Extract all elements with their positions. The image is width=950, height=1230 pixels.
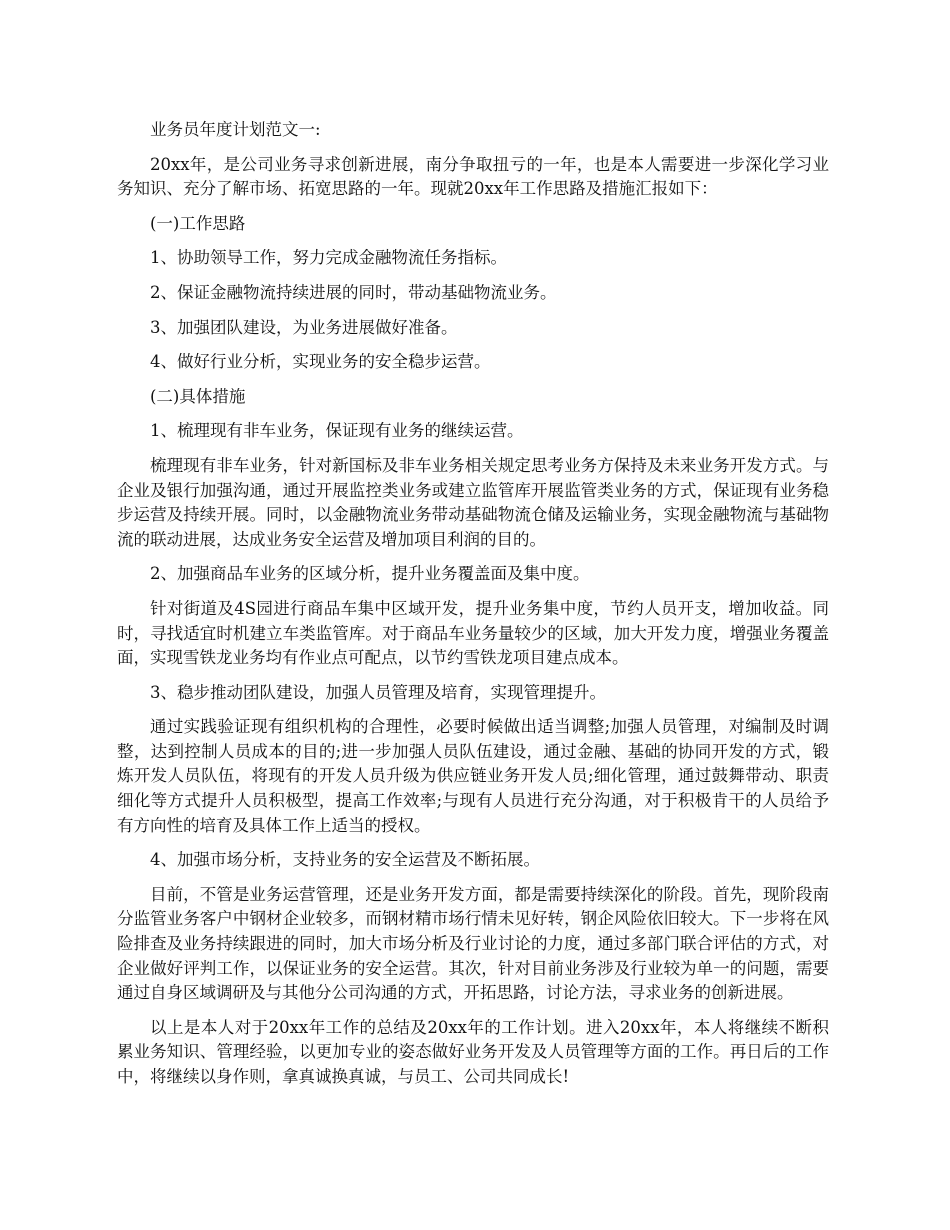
measure-heading-3: 3、稳步推动团队建设，加强人员管理及培育，实现管理提升。 bbox=[150, 682, 606, 702]
section-heading-measures: (二)具体措施 bbox=[150, 386, 246, 406]
measure-body-4: 目前，不管是业务运营管理，还是业务开发方面，都是需要持续深化的阶段。首先，现阶段南分监管业务客户中钢材企业较多，而钢材精市场行情未见好转，钢企风险依旧较大。下一步将在风险排查及业务持续跟进的同时，加大市场分析及行业讨论的力度，通过多部门联合评估的方式，对企业做好评判工作，以保证业务的安全运营。其次，针对目前业务涉及行业较为单一的问题，需要通过自身区域调研及与其他分公司沟通的方式，开拓思路，讨论方法，寻求业务的创新进展。 bbox=[117, 884, 829, 1003]
intro-paragraph: 20xx年，是公司业务寻求创新进展，南分争取扭亏的一年，也是本人需要进一步深化学习业务知识、充分了解市场、拓宽思路的一年。现就20xx年工作思路及措施汇报如下： bbox=[117, 154, 829, 199]
measure-heading-4: 4、加强市场分析，支持业务的安全运营及不断拓展。 bbox=[150, 850, 540, 870]
measure-body-2: 针对街道及4S园进行商品车集中区域开发，提升业务集中度，节约人员开支，增加收益。同时，寻找适宜时机建立车类监管库。对于商品车业务量较少的区域，加大开发力度，增强业务覆盖面，实现雪铁龙业务均有作业点可配点，以节约雪铁龙项目建点成本。 bbox=[117, 598, 829, 668]
document-title: 业务员年度计划范文一: bbox=[150, 120, 321, 139]
measure-heading-1: 1、梳理现有非车业务，保证现有业务的继续运营。 bbox=[150, 421, 524, 441]
work-idea-item-2: 2、保证金融物流持续进展的同时，带动基础物流业务。 bbox=[150, 282, 557, 302]
measure-body-3: 通过实践验证现有组织机构的合理性，必要时候做出适当调整;加强人员管理，对编制及时调整，达到控制人员成本的目的;进一步加强人员队伍建设，通过金融、基础的协同开发的方式，锻炼开发人员队伍，将现有的开发人员升级为供应链业务开发人员;细化管理，通过鼓舞带动、职责细化等方式提升人员积极型，提高工作效率;与现有人员进行充分沟通，对于积极肯干的人员给予有方向性的培育及具体工作上适当的授权。 bbox=[117, 717, 829, 835]
work-idea-item-4: 4、做好行业分析，实现业务的安全稳步运营。 bbox=[150, 352, 491, 372]
work-idea-item-1: 1、协助领导工作，努力完成金融物流任务指标。 bbox=[150, 248, 507, 268]
measure-body-1: 梳理现有非车业务，针对新国标及非车业务相关规定思考业务方保持及未来业务开发方式。与企业及银行加强沟通，通过开展监控类业务或建立监管库开展监管类业务的方式，保证现有业务稳步运营及持续开展。同时，以金融物流业务带动基础物流仓储及运输业务，实现金融物流与基础物流的联动进展，达成业务安全运营及增加项目利润的目的。 bbox=[117, 455, 829, 549]
closing-paragraph: 以上是本人对于20xx年工作的总结及20xx年的工作计划。进入20xx年，本人将继续不断积累业务知识、管理经验，以更加专业的姿态做好业务开发及人员管理等方面的工作。再日后的工作中，将继续以身作则，拿真诚换真诚，与员工、公司共同成长! bbox=[117, 1017, 829, 1086]
measure-heading-2: 2、加强商品车业务的区域分析，提升业务覆盖面及集中度。 bbox=[150, 564, 590, 584]
section-heading-work-ideas: (一)工作思路 bbox=[150, 213, 246, 233]
work-idea-item-3: 3、加强团队建设，为业务进展做好准备。 bbox=[150, 317, 458, 337]
document-body bbox=[117, 118, 829, 1100]
